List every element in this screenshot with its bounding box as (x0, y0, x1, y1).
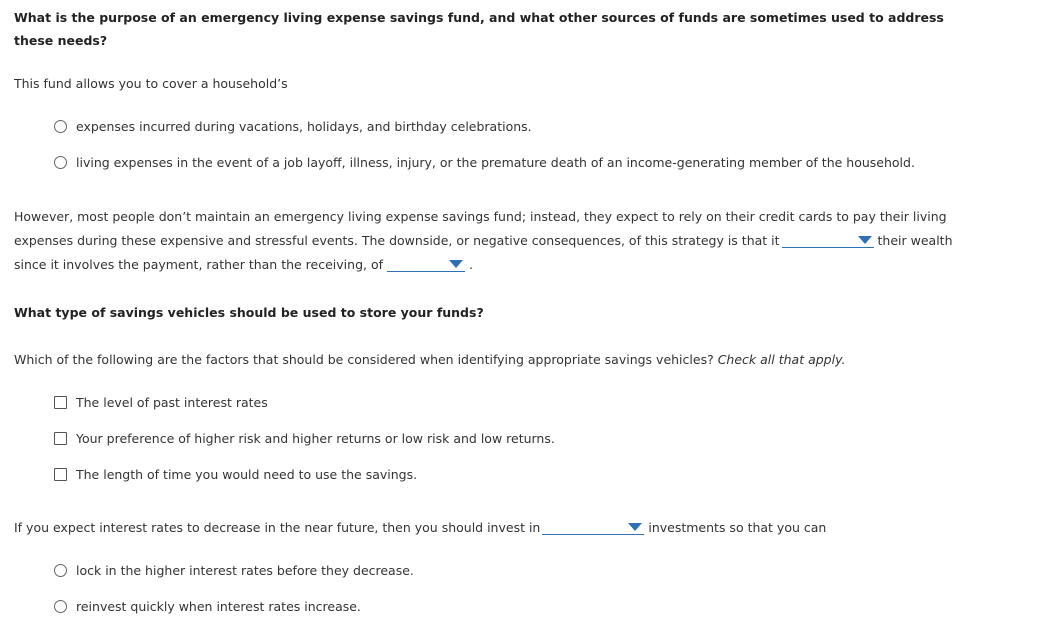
wealth-effect-dropdown[interactable] (782, 233, 874, 248)
para-line-2-tail: their wealth (877, 233, 953, 248)
factor-option-3[interactable] (14, 456, 1048, 492)
radio-button[interactable] (54, 564, 67, 577)
option-label: living expenses in the event of a job layoff, illness, injury, or the premature death of an income-generating member of the household. (76, 154, 915, 170)
radio-button[interactable] (54, 156, 67, 169)
rate-options (14, 552, 1048, 624)
question-title-2: What type of savings vehicles should be used to store your funds? (14, 305, 484, 320)
fund-option-1[interactable] (14, 108, 1048, 144)
factors-prompt-text: Which of the following are the factors that should be considered when identifying appropriate savings vehicles? (14, 352, 714, 367)
checkbox[interactable] (54, 468, 67, 481)
fund-options (14, 108, 1048, 180)
rate-option-2[interactable] (14, 588, 1048, 624)
chevron-down-icon (858, 236, 872, 244)
factor-checkboxes (14, 384, 1048, 492)
checkbox-label: The level of past interest rates (76, 394, 268, 410)
rate-option-1[interactable] (14, 552, 1048, 588)
question-title-1-line1: What is the purpose of an emergency living expense savings fund, and what other sources of funds are sometimes used to address (14, 10, 944, 25)
rate-sentence-tail: investments so that you can (648, 520, 827, 535)
fund-prompt: This fund allows you to cover a household’s (14, 76, 288, 91)
checkbox[interactable] (54, 396, 67, 409)
para-line-3 (14, 253, 1048, 277)
factor-option-1[interactable] (14, 384, 1048, 420)
option-label: reinvest quickly when interest rates increase. (76, 598, 361, 614)
para-line-3-text: since it involves the payment, rather than the receiving, of (14, 257, 384, 272)
fund-option-2[interactable] (14, 144, 1048, 180)
option-label: lock in the higher interest rates before they decrease. (76, 562, 414, 578)
radio-button[interactable] (54, 120, 67, 133)
checkbox-label: Your preference of higher risk and higher returns or low risk and low returns. (76, 430, 555, 446)
investment-term-dropdown[interactable] (542, 520, 644, 535)
option-label: expenses incurred during vacations, holidays, and birthday celebrations. (76, 118, 532, 134)
chevron-down-icon (628, 523, 642, 531)
radio-button[interactable] (54, 600, 67, 613)
factors-prompt (14, 348, 1048, 372)
question-title-1-line2: these needs? (14, 33, 108, 48)
checkbox[interactable] (54, 432, 67, 445)
rate-sentence (14, 516, 1048, 540)
factors-hint: Check all that apply. (717, 352, 846, 367)
rate-sentence-text: If you expect interest rates to decrease in the near future, then you should invest in (14, 520, 541, 535)
question-title-1 (14, 6, 1048, 52)
chevron-down-icon (449, 260, 463, 268)
para-line-2-text: expenses during these expensive and stressful events. The downside, or negative consequences, of this strategy is that it (14, 233, 780, 248)
credit-card-paragraph (14, 205, 1048, 277)
para-line-3-tail: . (469, 257, 473, 272)
factor-option-2[interactable] (14, 420, 1048, 456)
para-line-2 (14, 229, 1048, 253)
para-line-1: However, most people don’t maintain an emergency living expense savings fund; instead, they expect to rely on their credit cards to pay their living (14, 209, 947, 224)
payment-type-dropdown[interactable] (387, 257, 465, 272)
checkbox-label: The length of time you would need to use the savings. (76, 466, 418, 482)
